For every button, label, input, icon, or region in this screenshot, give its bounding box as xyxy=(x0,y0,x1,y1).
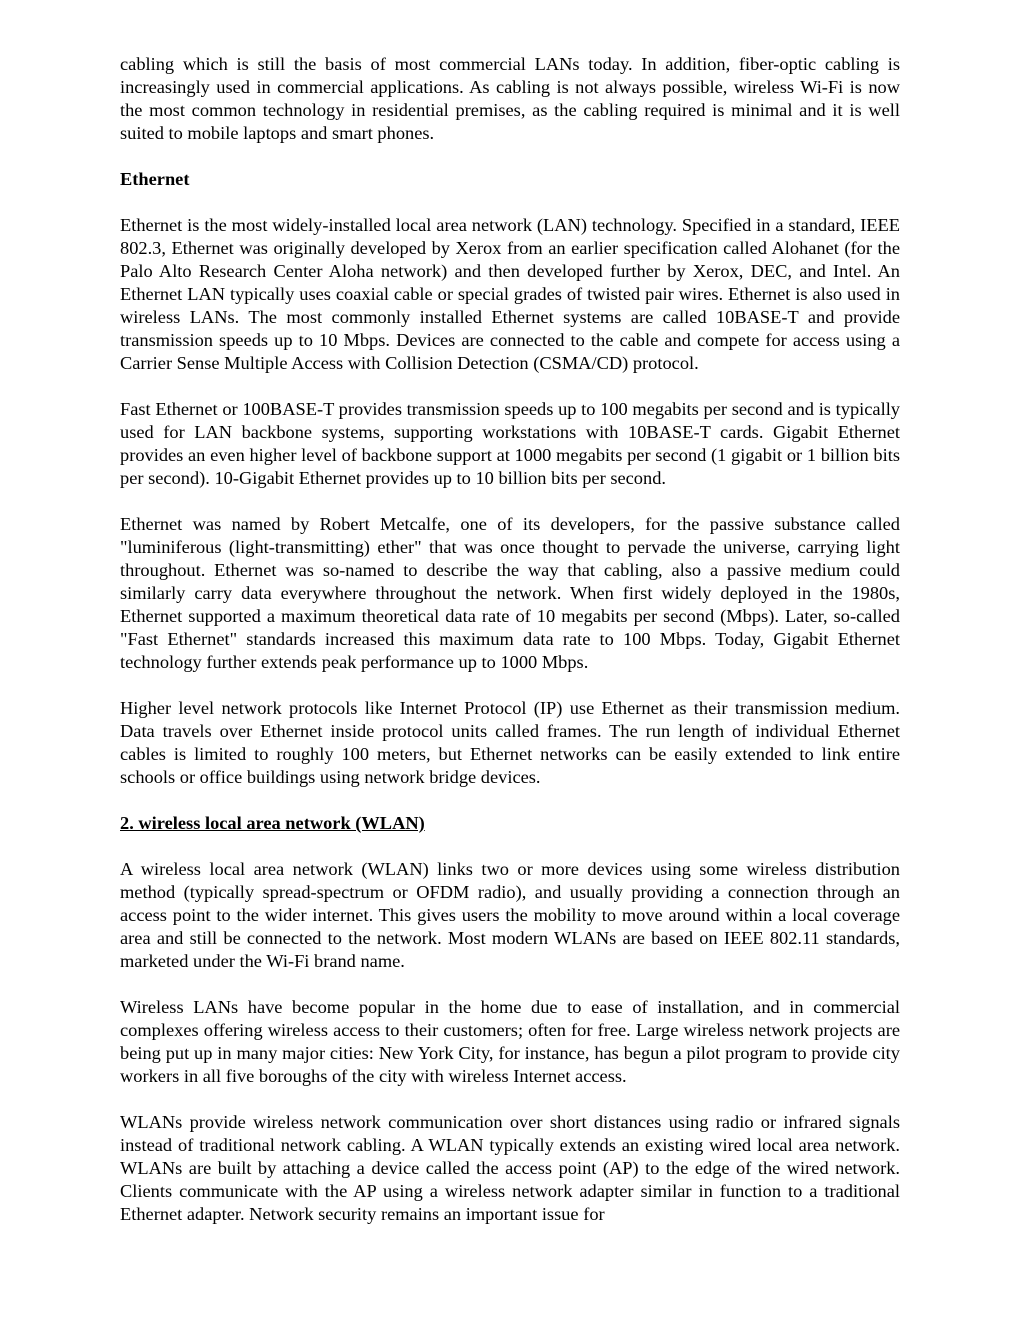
wlan-paragraph-2: Wireless LANs have become popular in the home due to ease of installation, and in commercial complexes offering wireless access to their customers; often for free. Large wireless network projects are being put up in many major cities: New York City, for instance, has begun a pilot program to provide city workers in all five boroughs of the city with wireless Internet access. xyxy=(120,997,900,1086)
ethernet-paragraph-3: Ethernet was named by Robert Metcalfe, one of its developers, for the passive substance called "luminiferous (light-transmitting) ether" that was once thought to pervade the universe, carrying light throughout. Ethernet was so-named to describe the way that cabling, also a passive medium could similarly carry data everywhere throughout the network. When first widely deployed in the 1980s, Ethernet supported a maximum theoretical data rate of 10 megabits per second (Mbps). Later, so-called "Fast Ethernet" standards increased this maximum data rate to 100 Mbps. Today, Gigabit Ethernet technology further extends peak performance up to 1000 Mbps. xyxy=(120,514,900,672)
intro-paragraph: cabling which is still the basis of most commercial LANs today. In addition, fiber-optic cabling is increasingly used in commercial applications. As cabling is not always possible, wireless Wi-Fi is now the most common technology in residential premises, as the cabling required is minimal and it is well suited to mobile laptops and smart phones. xyxy=(120,54,900,143)
document-page xyxy=(120,53,900,1249)
wlan-paragraph-1: A wireless local area network (WLAN) links two or more devices using some wireless distribution method (typically spread-spectrum or OFDM radio), and usually providing a connection through an access point to the wider internet. This gives users the mobility to move around within a local coverage area and still be connected to the network. Most modern WLANs are based on IEEE 802.11 standards, marketed under the Wi-Fi brand name. xyxy=(120,859,900,971)
ethernet-paragraph-1: Ethernet is the most widely-installed local area network (LAN) technology. Specified in a standard, IEEE 802.3, Ethernet was originally developed by Xerox from an earlier specification called Alohanet (for the Palo Alto Research Center Aloha network) and then developed further by Xerox, DEC, and Intel. An Ethernet LAN typically uses coaxial cable or special grades of twisted pair wires. Ethernet is also used in wireless LANs. The most commonly installed Ethernet systems are called 10BASE-T and provide transmission speeds up to 10 Mbps. Devices are connected to the cable and compete for access using a Carrier Sense Multiple Access with Collision Detection (CSMA/CD) protocol. xyxy=(120,215,900,373)
ethernet-heading: Ethernet xyxy=(120,169,190,189)
ethernet-paragraph-4: Higher level network protocols like Internet Protocol (IP) use Ethernet as their transmission medium. Data travels over Ethernet inside protocol units called frames. The run length of individual Ethernet cables is limited to roughly 100 meters, but Ethernet networks can be easily extended to link entire schools or office buildings using network bridge devices. xyxy=(120,698,900,787)
wlan-heading: 2. wireless local area network (WLAN) xyxy=(120,813,425,833)
ethernet-paragraph-2: Fast Ethernet or 100BASE-T provides transmission speeds up to 100 megabits per second and is typically used for LAN backbone systems, supporting workstations with 10BASE-T cards. Gigabit Ethernet provides an even higher level of backbone support at 1000 megabits per second (1 gigabit or 1 billion bits per second). 10-Gigabit Ethernet provides up to 10 billion bits per second. xyxy=(120,399,900,488)
wlan-paragraph-3: WLANs provide wireless network communication over short distances using radio or infrared signals instead of traditional network cabling. A WLAN typically extends an existing wired local area network. WLANs are built by attaching a device called the access point (AP) to the edge of the wired network. Clients communicate with the AP using a wireless network adapter similar in function to a traditional Ethernet adapter. Network security remains an important issue for xyxy=(120,1112,900,1224)
